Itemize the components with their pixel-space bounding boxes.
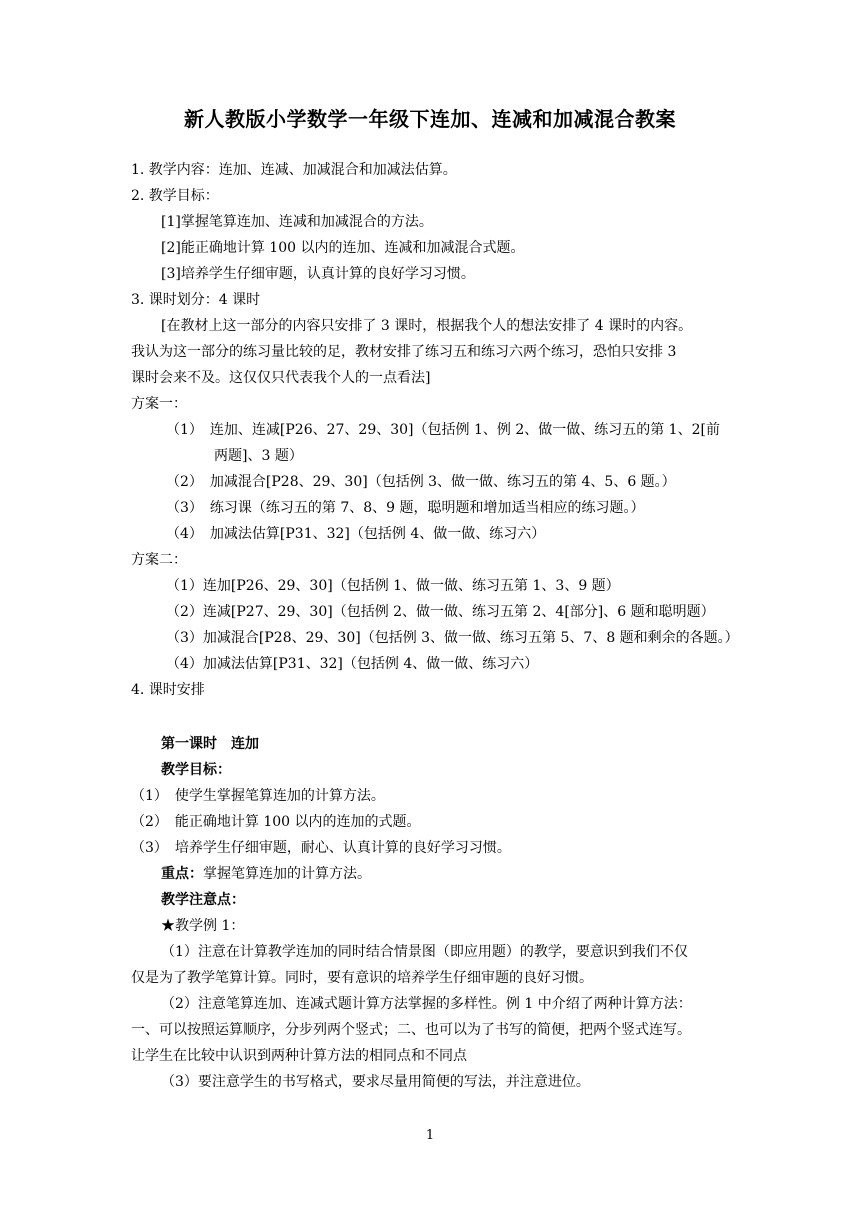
note-2-line-1: （2）注意笔算连加、连减式题计算方法掌握的多样性。例 1 中介绍了两种计算方法： — [161, 996, 692, 1012]
section-1: 1. 教学内容：连加、连减、加减混合和加减法估算。 — [131, 162, 457, 178]
plan-2-heading: 方案二： — [131, 552, 187, 568]
goal-3: [3]培养学生仔细审题，认真计算的良好学习习惯。 — [161, 266, 475, 282]
note-1-line-1: （1）注意在计算教学连加的同时结合情景图（即应用题）的教学，要意识到我们不仅 — [161, 944, 688, 960]
section-2: 2. 教学目标： — [131, 188, 219, 204]
note-3: （3）要注意学生的书写格式，要求尽量用简便的写法，并注意进位。 — [161, 1074, 590, 1090]
section-3: 3. 课时划分：4 课时 — [131, 292, 261, 308]
plan-1-item-4: （4） 加减法估算[P31、32]（包括例 4、做一做、练习六） — [166, 526, 546, 542]
plan-2-item-1: （1）连加[P26、29、30]（包括例 1、做一做、练习五第 1、3、9 题） — [166, 578, 620, 594]
lesson-goal-1: （1） 使学生掌握笔算连加的计算方法。 — [131, 788, 385, 804]
section-4: 4. 课时安排 — [131, 682, 205, 698]
key-point-text: 掌握笔算连加的计算方法。 — [203, 866, 371, 882]
goal-2: [2]能正确地计算 100 以内的连加、连减和加减混合式题。 — [161, 240, 525, 256]
plan-1-item-3: （3） 练习课（练习五的第 7、8、9 题，聪明题和增加适当相应的练习题。） — [166, 500, 645, 516]
note-2-line-2: 一、可以按照运算顺序，分步列两个竖式；二、也可以为了书写的简便，把两个竖式连写。 — [131, 1022, 691, 1038]
lesson-1-heading: 第一课时 连加 — [161, 736, 259, 752]
plan-1-item-1: （1） 连加、连减[P26、27、29、30]（包括例 1、例 2、做一做、练习五的第 1、2[前 — [166, 422, 720, 438]
note-1-line-2: 仅是为了教学笔算计算。同时，要有意识的培养学生仔细审题的良好习惯。 — [131, 970, 593, 986]
example-1-heading: ★教学例 1： — [161, 918, 245, 934]
plan-1-item-1-cont: 两题]、3 题） — [214, 448, 303, 464]
note-line-2: 我认为这一部分的练习量比较的足，教材安排了练习五和练习六两个练习，恐怕只安排 3 — [131, 344, 677, 360]
key-point-label: 重点： — [161, 866, 203, 882]
lesson-goal-3: （3） 培养学生仔细审题，耐心、认真计算的良好学习习惯。 — [131, 840, 511, 856]
teaching-notes-label: 教学注意点： — [161, 892, 245, 908]
lesson-goal-2: （2） 能正确地计算 100 以内的连加的式题。 — [131, 814, 421, 830]
plan-2-item-4: （4）加减法估算[P31、32]（包括例 4、做一做、练习六） — [166, 656, 539, 672]
teaching-goals-label: 教学目标： — [161, 762, 231, 778]
goal-1: [1]掌握笔算连加、连减和加减混合的方法。 — [161, 214, 433, 230]
plan-2-item-3: （3）加减混合[P28、29、30]（包括例 3、做一做、练习五第 5、7、8 题和剩余的各题。） — [166, 630, 739, 646]
plan-1-item-2: （2） 加减混合[P28、29、30]（包括例 3、做一做、练习五的第 4、5、6 题。） — [166, 474, 676, 490]
key-point — [161, 864, 371, 884]
plan-1-heading: 方案一： — [131, 396, 187, 412]
note-line-3: 课时会来不及。这仅仅只代表我个人的一点看法] — [131, 370, 431, 386]
page-number: 1 — [425, 1128, 435, 1143]
note-2-line-3: 让学生在比较中认识到两种计算方法的相同点和不同点 — [131, 1048, 467, 1064]
document-title: 新人教版小学数学一年级下连加、连减和加减混合教案 — [184, 107, 676, 131]
note-line-1: [在教材上这一部分的内容只安排了 3 课时，根据我个人的想法安排了 4 课时的内容。 — [161, 318, 693, 334]
plan-2-item-2: （2）连减[P27、29、30]（包括例 2、做一做、练习五第 2、4[部分]、6 题和聪明题） — [166, 604, 715, 620]
